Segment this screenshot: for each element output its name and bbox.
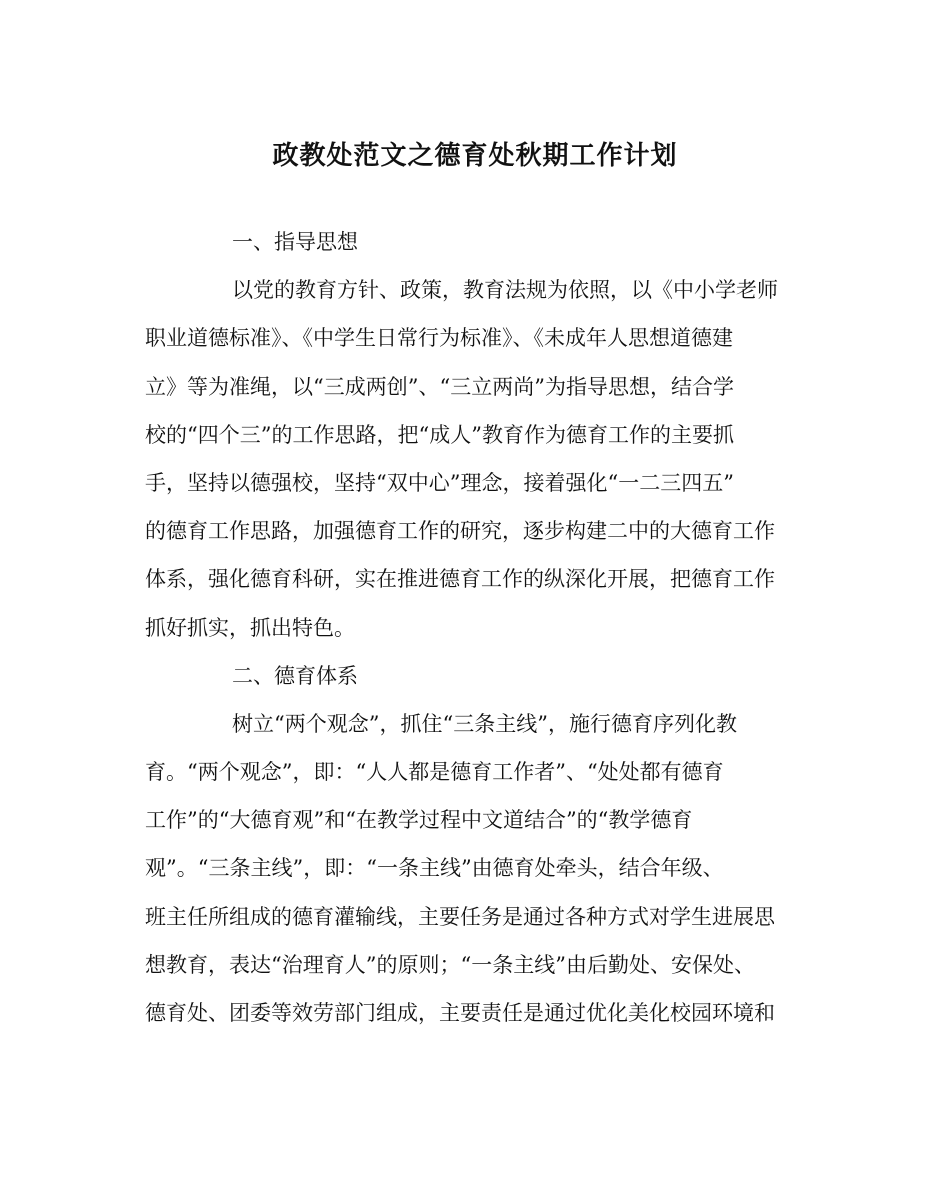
paragraph-line: 职业道德标准》、《中学生日常行为标准》、《未成年人思想道德建 — [145, 326, 733, 351]
paragraph-line: 工作”的“大德育观”和“在教学过程中文道结合”的“教学德育 — [145, 808, 693, 833]
paragraph-line: 以党的教育方针、政策，教育法规为依照，以《中小学老师 — [232, 278, 778, 303]
document-title: 政教处范文之德育处秋期工作计划 — [272, 141, 678, 171]
paragraph-line: 树立“两个观念”，抓住“三条主线”，施行德育序列化教 — [232, 711, 737, 736]
paragraph-line: 手，坚持以德强校，坚持“双中心”理念，接着强化“一二三四五” — [145, 470, 734, 495]
section-heading-guiding-ideology: 一、指导思想 — [232, 230, 358, 254]
paragraph-line: 体系，强化德育科研，实在推进德育工作的纵深化开展，把德育工作 — [145, 567, 775, 592]
section-heading-moral-education-system: 二、德育体系 — [232, 663, 358, 688]
paragraph-line: 育。“两个观念”，即：“人人都是德育工作者”、“处处都有德育 — [145, 760, 724, 785]
paragraph-line: 立》等为准绳，以“三成两创”、“三立两尚”为指导思想，结合学 — [145, 374, 734, 399]
paragraph-line: 抓好抓实，抓出特色。 — [145, 615, 355, 640]
paragraph-line: 德育处、团委等效劳部门组成，主要责任是通过优化美化校园环境和 — [145, 1001, 775, 1025]
paragraph-line: 校的“四个三”的工作思路，把“成人”教育作为德育工作的主要抓 — [145, 422, 734, 447]
paragraph-line: 的德育工作思路，加强德育工作的研究，逐步构建二中的大德育工作 — [145, 519, 775, 544]
paragraph-line: 想教育，表达“治理育人”的原则；“一条主线”由后勤处、安保处、 — [145, 952, 755, 977]
document-body — [145, 218, 810, 1037]
paragraph-line: 班主任所组成的德育灌输线，主要任务是通过各种方式对学生进展思 — [145, 904, 775, 929]
paragraph-line: 观”。“三条主线”，即：“一条主线”由德育处牵头，结合年级、 — [145, 856, 724, 881]
